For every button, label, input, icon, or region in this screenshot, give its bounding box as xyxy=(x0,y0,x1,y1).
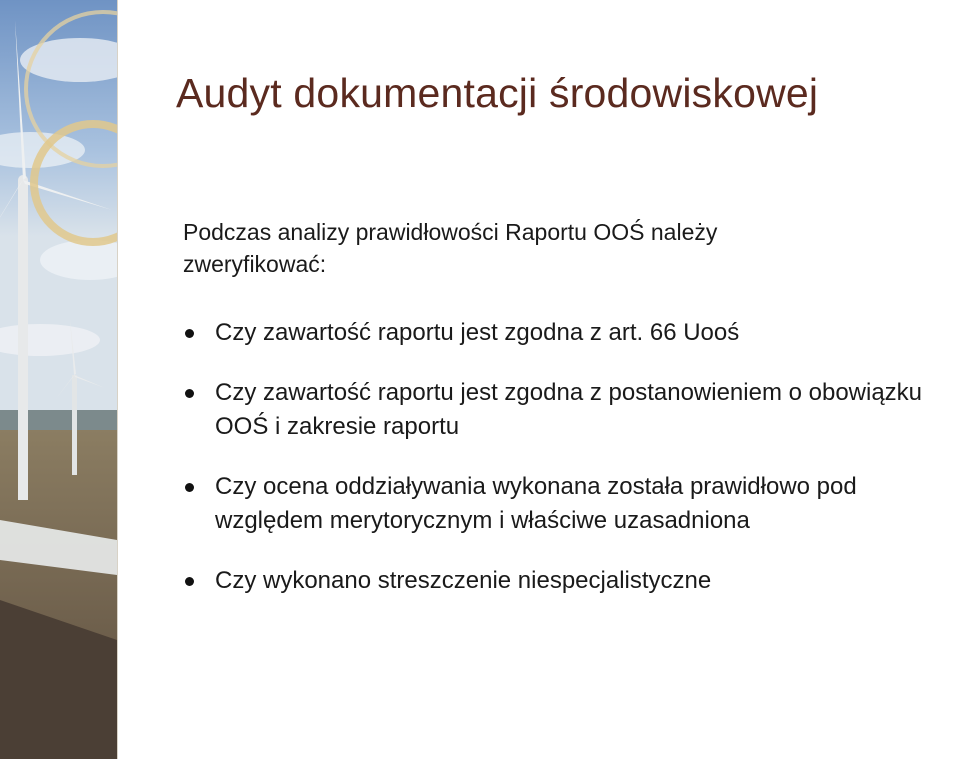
bullet-icon xyxy=(185,389,194,398)
wind-turbine-photo xyxy=(0,0,118,759)
bullet-list xyxy=(183,316,958,598)
list-item-text: Czy ocena oddziaływania wykonana została prawidłowo pod względem merytorycznym i właściwe uzasadniona xyxy=(215,473,857,534)
intro-text: należy zweryfikować: xyxy=(183,219,718,277)
list-item-text: Czy zawartość raportu jest zgodna z art. 66 Uooś xyxy=(215,319,740,346)
list-item xyxy=(183,316,958,350)
intro-paragraph xyxy=(183,216,863,280)
slide-title: Audyt dokumentacji środowiskowej xyxy=(176,70,819,116)
list-item xyxy=(183,470,958,538)
list-item xyxy=(183,564,958,598)
bullet-icon xyxy=(185,577,194,586)
bullet-icon xyxy=(185,483,194,492)
list-item xyxy=(183,376,958,444)
bullet-icon xyxy=(185,329,194,338)
list-item-text: Czy zawartość raportu jest zgodna z postanowieniem o obowiązku OOŚ i zakresie raportu xyxy=(215,379,923,440)
list-item-text: Czy wykonano streszczenie niespecjalistyczne xyxy=(215,567,712,594)
intro-text: Podczas analizy prawidłowości Raportu OOŚ xyxy=(183,219,651,245)
wind-turbine-illustration xyxy=(0,0,117,759)
